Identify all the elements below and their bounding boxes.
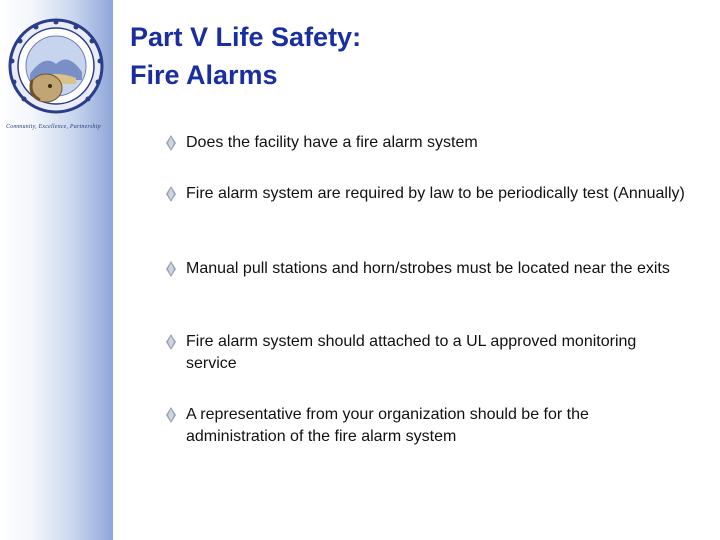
slide-title <box>130 18 690 94</box>
diamond-bullet-icon <box>166 186 176 202</box>
title-line-2: Fire Alarms <box>130 60 278 90</box>
title-line-1: Part V Life Safety: <box>130 22 362 52</box>
bullet-item <box>166 183 685 205</box>
bullet-text: Does the facility have a fire alarm system <box>186 134 478 151</box>
diamond-bullet-icon <box>166 261 176 277</box>
seal-logo-icon <box>6 14 106 124</box>
diamond-bullet-icon <box>166 334 176 350</box>
bullet-text: Fire alarm system should attached to a UL approved monitoring service <box>186 333 637 372</box>
diamond-bullet-icon <box>166 407 176 423</box>
bullet-text: Fire alarm system are required by law to be periodically test (Annually) <box>186 185 685 202</box>
bullet-item <box>166 258 670 280</box>
sidebar-panel <box>0 0 113 540</box>
bullet-item <box>166 331 686 375</box>
logo-caption: Community, Excellence, Partnership <box>6 124 101 130</box>
diamond-bullet-icon <box>166 135 176 151</box>
bullet-item <box>166 404 686 448</box>
bullet-item <box>166 132 478 154</box>
bullet-text: Manual pull stations and horn/strobes must be located near the exits <box>186 260 670 277</box>
bullet-text: A representative from your organization should be for the administration of the fire alarm system <box>186 406 589 445</box>
